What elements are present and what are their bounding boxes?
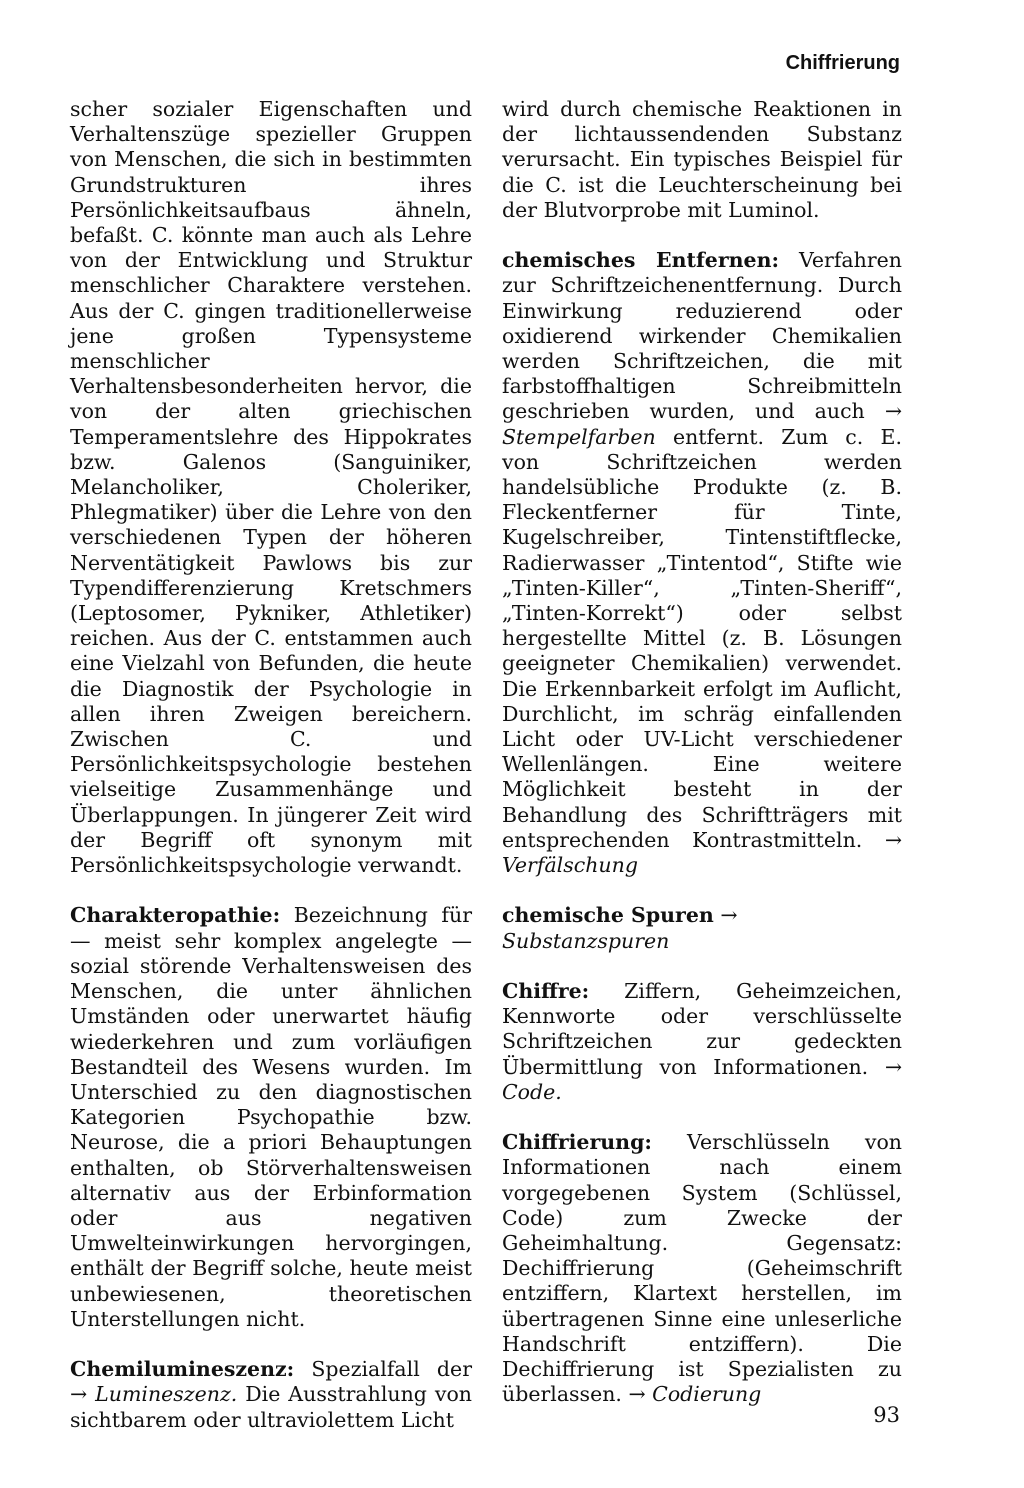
running-head: Chiffrierung: [785, 52, 900, 74]
entry-text: entfernt. Zum c. E. von Schriftzeichen werden handelsübliche Produkte (z. B. Fleckentferner für Tinte, Kugelschreiber, Tintenstiftflecke, Radierwasser „Tintentod“, Stifte wie „Tinten-Killer“, „Tinten-Sheriff“, „Tinten-Korrekt“) oder selbst hergestellte Mittel (z. B. Lösungen geeigneter Chemikalien) verwendet. Die Erkennbarkeit erfolgt im Auflicht, Durchlicht, im schräg einfallenden Licht oder UV-Licht verschiedener Wellenlängen. Eine weitere Möglichkeit besteht in der Behandlung des Schriftträgers mit entsprechenden Kontrastmitteln. →: [502, 424, 902, 852]
entry-text: Die Ausstrahlung von sichtbarem oder ultraviolettem Licht: [70, 1382, 472, 1432]
entry-term: Chiffrierung:: [502, 1130, 652, 1155]
entry-chemilumineszenz: [70, 1357, 472, 1433]
entry-text: scher sozialer Eigenschaften und Verhaltenszüge spezieller Gruppen von Menschen, die sich in bestimmten Grundstrukturen ihres Persönlichkeitsaufbaus ähneln, befaßt. C. könnte man auch als Lehre von der Entwicklung und Struktur menschlicher Charaktere verstehen. Aus der C. gingen traditionellerweise jene großen Typensysteme menschlicher Verhaltensbesonderheiten hervor, die von der alten griechischen Temperamentslehre des Hippokrates bzw. Galenos (Sanguiniker, Melancholiker, Choleriker, Phlegmatiker) über die Lehre von den verschiedenen Typen der höheren Nerventätigkeit Pawlows bis zur Typendifferenzierung Kretschmers (Leptosomer, Pykniker, Athletiker) reichen. Aus der C. entstammen auch eine Vielzahl von Befunden, die heute die Diagnostik der Psychologie in allen ihren Zweigen bereichern. Zwischen C. und Persönlichkeitspsychologie bestehen vielseitige Zusammenhänge und Überlappungen. In jüngerer Zeit wird der Begriff oft synonym mit Persönlichkeitspsychologie verwandt.: [70, 97, 472, 878]
cross-reference: Lumineszenz.: [95, 1382, 238, 1407]
page-number: 93: [873, 1403, 900, 1427]
right-column: [502, 97, 902, 1433]
entry-text: Spezialfall der →: [70, 1357, 472, 1407]
left-column: [70, 97, 472, 1458]
entry-chemische-spuren: [502, 903, 902, 953]
entry-term: chemisches Entfernen:: [502, 248, 780, 273]
cross-reference: Substanzspuren: [502, 928, 670, 953]
entry-chiffrierung: [502, 1130, 902, 1407]
entry-text: →: [713, 903, 738, 928]
cross-reference: Codierung: [652, 1382, 762, 1407]
entry-charakteropathie: [70, 903, 472, 1331]
entry-charakterologie-continuation: [70, 97, 472, 878]
entry-term: Chiffre:: [502, 979, 590, 1004]
entry-term: Chemilumineszenz:: [70, 1357, 295, 1382]
cross-reference: Stempelfarben: [502, 424, 656, 449]
cross-reference: Verfälschung: [502, 853, 638, 878]
entry-term: Charakteropathie:: [70, 903, 281, 928]
entry-text: Bezeichnung für — meist sehr komplex angelegte — sozial störende Verhaltensweisen des Menschen, die unter ähnlichen Umständen oder unerwartet häufig wiederkehren und zum vorläufigen Bestandteil des Wesens wurden. Im Unterschied zu den diagnostischen Kategorien Psychopathie bzw. Neurose, die a priori Behauptungen enthalten, ob Störverhaltensweisen alternativ aus der Erbinformation oder aus negativen Umwelteinwirkungen hervorgingen, enthält der Begriff solche, heute meist unbewiesenen, theoretischen Unterstellungen nicht.: [70, 903, 472, 1331]
entry-text: Verschlüsseln von Informationen nach einem vorgegebenen System (Schlüssel, Code) zum Zwecke der Geheimhaltung. Gegensatz: Dechiffrierung (Geheimschrift entziffern, Klartext herstellen, im übertragenen Sinne eine unleserliche Handschrift entziffern). Die Dechiffrierung ist Spezialisten zu überlassen. →: [502, 1130, 902, 1407]
entry-text: wird durch chemische Reaktionen in der lichtaussendenden Substanz verursacht. Ein typisches Beispiel für die C. ist die Leuchterscheinung bei der Blutvorprobe mit Luminol.: [502, 97, 902, 222]
entry-chemisches-entfernen: [502, 248, 902, 878]
cross-reference: Code.: [502, 1079, 562, 1104]
entry-chemilumineszenz-continuation: [502, 97, 902, 223]
entry-chiffre: [502, 979, 902, 1105]
entry-term: chemische Spuren: [502, 903, 714, 928]
entry-text: Ziffern, Geheimzeichen, Kennworte oder verschlüsselte Schriftzeichen zur gedeckten Übermittlung von Informationen. →: [502, 979, 902, 1079]
entry-text: Verfahren zur Schriftzeichenentfernung. Durch Einwirkung reduzierend oder oxidierend wirkender Chemikalien werden Schriftzeichen, die mit farbstoffhaltigen Schreibmitteln geschrieben wurden, und auch →: [502, 248, 902, 424]
